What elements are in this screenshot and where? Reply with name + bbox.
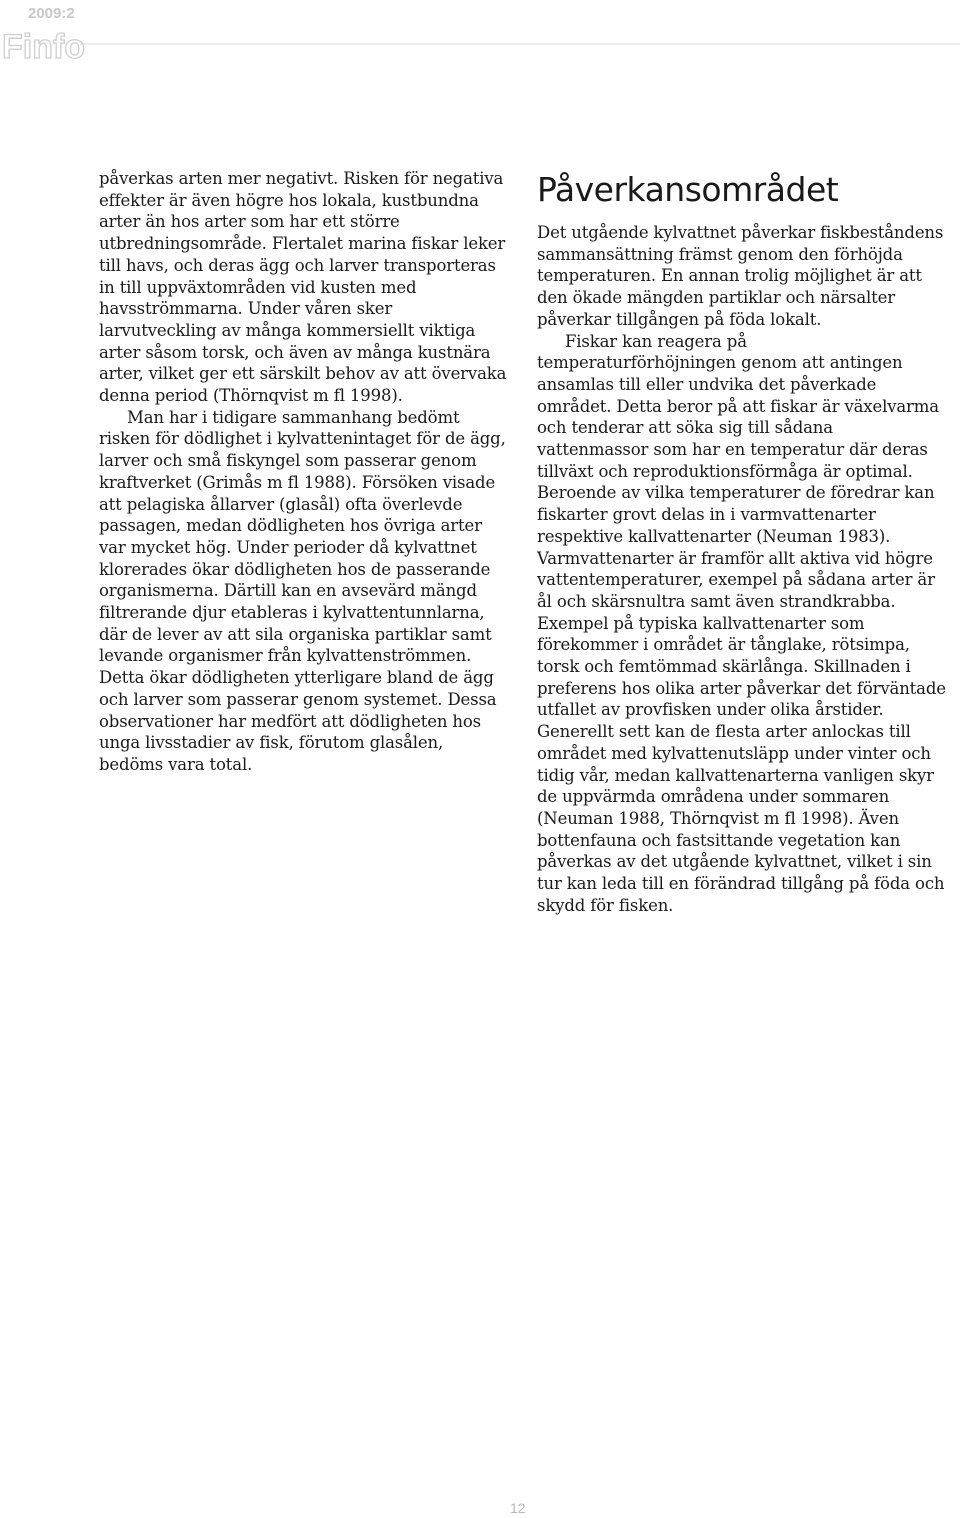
- right-column: [537, 168, 947, 917]
- right-column-body: [537, 222, 947, 917]
- issue-label: 2009:2: [28, 5, 75, 22]
- section-heading: Påverkansområdet: [537, 170, 839, 209]
- masthead: [0, 0, 960, 80]
- masthead-graphic: [0, 0, 960, 80]
- right-paragraph-2: Fiskar kan reagera på temperaturförhöjningen genom att antingen ansamlas till eller undvika det påverkade området. Detta beror på att fiskar är växelvarma och tenderar att söka sig till sådana vattenmassor som har en temperatur där deras tillväxt och reproduktionsförmåga är optimal. Beroende av vilka temperaturer de föredrar kan fiskarter grovt delas in i varmvattenarter respektive kallvattenarter (Neuman 1983). Varmvattenarter är framför allt aktiva vid högre vattentemperaturer, exempel på sådana arter är ål och skärsnultra samt även strandkrabba. Exempel på typiska kallvattenarter som förekommer i området är tånglake, rötsimpa, torsk och femtömmad skärlånga. Skillnaden i preferens hos olika arter påverkar det förväntade utfallet av provfisken under olika årstider. Generellt sett kan de flesta arter anlockas till området med kylvattenutsläpp under vinter och tidig vår, medan kallvattenarterna vanligen skyr de uppvärmda områdena under sommaren (Neuman 1988, Thörnqvist m fl 1998). Även bottenfauna och fastsittande vegetation kan påverkas av det utgående kylvattnet, vilket i sin tur kan leda till en förändrad tillgång på föda och skydd för fisken.: [537, 331, 946, 915]
- left-column: [99, 168, 509, 776]
- right-paragraph-1: Det utgående kylvattnet påverkar fiskbeståndens sammansättning främst genom den förhöjda temperaturen. En annan trolig möjlighet är att den ökade mängden partiklar och närsalter påverkar tillgången på föda lokalt.: [537, 223, 944, 329]
- left-paragraph-2: Man har i tidigare sammanhang bedömt risken för dödlighet i kylvattenintaget för de ägg, larver och små fiskyngel som passerar genom kraftverket (Grimås m fl 1988). Försöken visade att pelagiska ållarver (glasål) ofta överlevde passagen, medan dödligheten hos övriga arter var mycket hög. Under perioder då kylvattnet klorerades ökar dödligheten hos de passerande organismerna. Därtill kan en avsevärd mängd filtrerande djur etableras i kylvattentunnlarna, där de lever av att sila organiska partiklar samt levande organismer från kylvattenströmmen. Detta ökar dödligheten ytterligare bland de ägg och larver som passerar genom systemet. Dessa observationer har medfört att dödligheten hos unga livsstadier av fisk, förutom glasålen, bedöms vara total.: [99, 407, 506, 774]
- finfo-logo: Finfo: [2, 28, 86, 66]
- page-number: 12: [510, 1500, 526, 1516]
- left-paragraph-1: påverkas arten mer negativt. Risken för negativa effekter är även högre hos lokala, kustbundna arter än hos arter som har ett större utbredningsområde. Flertalet marina fiskar leker till havs, och deras ägg och larver transporteras in till uppväxtområden vid kusten med havsströmmarna. Under våren sker larvutveckling av många kommersiellt viktiga arter såsom torsk, och även av många kustnära arter, vilket ger ett särskilt behov av att övervaka denna period (Thörnqvist m fl 1998).: [99, 169, 507, 406]
